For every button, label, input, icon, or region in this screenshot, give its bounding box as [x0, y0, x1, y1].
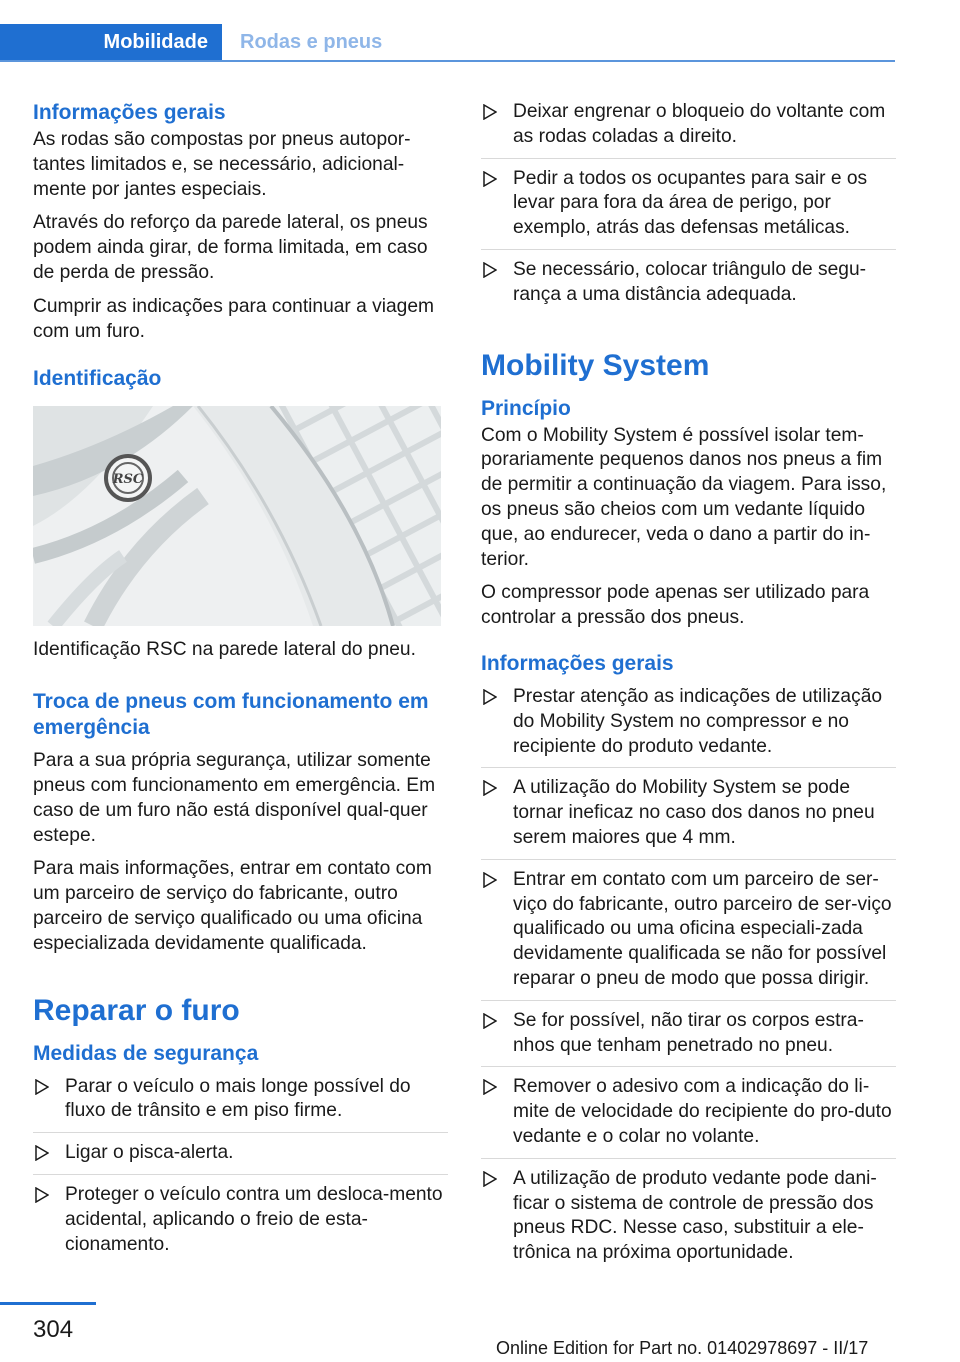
safety-list-continued — [481, 100, 896, 316]
list-item — [33, 1183, 448, 1265]
heading-reparar-o-furo: Reparar o furo — [33, 993, 240, 1027]
list-item-text: Proteger o veículo contra um desloca-mento acidental, aplicando o freio de esta-cionamento. — [65, 1183, 443, 1255]
triangle-bullet-icon — [483, 171, 497, 187]
paragraph: As rodas são compostas por pneus autopor-tantes limitados e, se necessário, adicional-mente por jantes especiais. — [33, 129, 411, 200]
chapter-header — [0, 24, 895, 62]
mobility-info-list — [481, 685, 896, 1274]
figure-caption: Identificação RSC na parede lateral do pneu. — [33, 639, 416, 661]
list-item-text: Se for possível, não tirar os corpos estra-nhos que tenham penetrado no pneu. — [513, 1009, 864, 1056]
tab-mobilidade[interactable]: Mobilidade — [0, 24, 222, 60]
list-item — [481, 1167, 896, 1274]
footer-divider — [0, 1302, 96, 1305]
right-column — [481, 100, 896, 1282]
list-item-text: Parar o veículo o mais longe possível do fluxo de trânsito e em piso firme. — [65, 1075, 411, 1122]
heading-mobility-system: Mobility System — [481, 348, 710, 382]
paragraph: Para a sua própria segurança, utilizar somente pneus com funcionamento em emergência. Em caso de um furo não está disponível qual-quer estepe. — [33, 750, 436, 846]
triangle-bullet-icon — [483, 1171, 497, 1187]
list-item-text: Se necessário, colocar triângulo de segu-rança a uma distância adequada. — [513, 258, 867, 305]
header-divider — [0, 60, 895, 62]
list-item-text: Deixar engrenar o bloqueio do voltante com as rodas coladas a direito. — [513, 101, 886, 147]
list-item — [33, 1075, 448, 1134]
page-number: 304 — [33, 1316, 74, 1343]
tab-rodas-e-pneus[interactable]: Rodas e pneus — [240, 31, 383, 53]
rsc-mark: RSC — [112, 472, 144, 488]
triangle-bullet-icon — [483, 872, 497, 888]
triangle-bullet-icon — [483, 689, 497, 705]
list-item — [481, 100, 896, 159]
triangle-bullet-icon — [483, 262, 497, 278]
paragraph: Com o Mobility System é possível isolar tem-porariamente pequenos danos nos pneus a fim de permitir a continuação da viagem. Para isso, os pneus são cheios com um vedante líquido que, ao endurecer, veda o dano a partir do in-terior. — [481, 424, 887, 570]
list-item-text: Ligar o pisca-alerta. — [65, 1142, 234, 1164]
safety-list — [33, 1075, 448, 1266]
triangle-bullet-icon — [35, 1187, 49, 1203]
list-item-text: A utilização de produto vedante pode dani-ficar o sistema de controle de pressão dos pneus RDC. Nesse caso, substituir a ele-trônica na próxima oportunidade. — [513, 1167, 877, 1264]
list-item — [481, 1075, 896, 1158]
paragraph: Cumprir as indicações para continuar a viagem com um furo. — [33, 295, 434, 342]
triangle-bullet-icon — [35, 1145, 49, 1161]
list-item — [481, 685, 896, 768]
list-item-text: Prestar atenção as indicações de utilização do Mobility System no compressor e no recipiente do produto vedante. — [513, 685, 883, 757]
list-item — [481, 167, 896, 250]
tire-illustration — [33, 406, 441, 626]
edition-note: Online Edition for Part no. 01402978697 - II/17 — [496, 1338, 869, 1358]
triangle-bullet-icon — [483, 1013, 497, 1029]
paragraph: Através do reforço da parede lateral, os pneus podem ainda girar, de forma limitada, em caso de perda de pressão. — [33, 212, 428, 283]
list-item — [481, 776, 896, 859]
heading-identificacao: Identificação — [33, 367, 162, 391]
heading-informacoes-gerais: Informações gerais — [33, 101, 226, 124]
list-item — [33, 1141, 448, 1175]
list-item-text: A utilização do Mobility System se pode tornar ineficaz no caso dos danos no pneu serem maiores que 4 mm. — [513, 777, 875, 848]
list-item — [481, 1009, 896, 1068]
list-item-text: Pedir a todos os ocupantes para sair e os levar para fora da área de perigo, por exemplo, atrás das defensas metálicas. — [513, 167, 868, 239]
triangle-bullet-icon — [483, 1079, 497, 1095]
list-item-text: Entrar em contato com um parceiro de ser-viço do fabricante, outro parceiro de ser-viço qualificado ou uma oficina especiali-zada devidamente qualificada se não for possível reparar o pneu de modo que possa dirigir. — [513, 868, 892, 989]
list-item — [481, 258, 896, 316]
paragraph: Para mais informações, entrar em contato com um parceiro de serviço do fabricante, outro parceiro de serviço qualificado ou uma oficina especializada devidamente qualificada. — [33, 858, 432, 954]
paragraph: O compressor pode apenas ser utilizado para controlar a pressão dos pneus. — [481, 582, 870, 629]
tire-rsc-figure — [33, 406, 441, 626]
heading-informacoes-gerais-mobility: Informações gerais — [481, 651, 674, 675]
list-item-text: Remover o adesivo com a indicação do li-mite de velocidade do recipiente do pro-duto vedante e o colar no volante. — [513, 1076, 892, 1147]
triangle-bullet-icon — [35, 1079, 49, 1095]
heading-troca-de-pneus: Troca de pneus com funcionamento em emergência — [33, 690, 429, 740]
heading-principio: Princípio — [481, 396, 571, 420]
left-column — [33, 100, 448, 1273]
triangle-bullet-icon — [483, 780, 497, 796]
triangle-bullet-icon — [483, 104, 497, 120]
list-item — [481, 868, 896, 1001]
heading-medidas-de-seguranca: Medidas de segurança — [33, 1041, 259, 1065]
